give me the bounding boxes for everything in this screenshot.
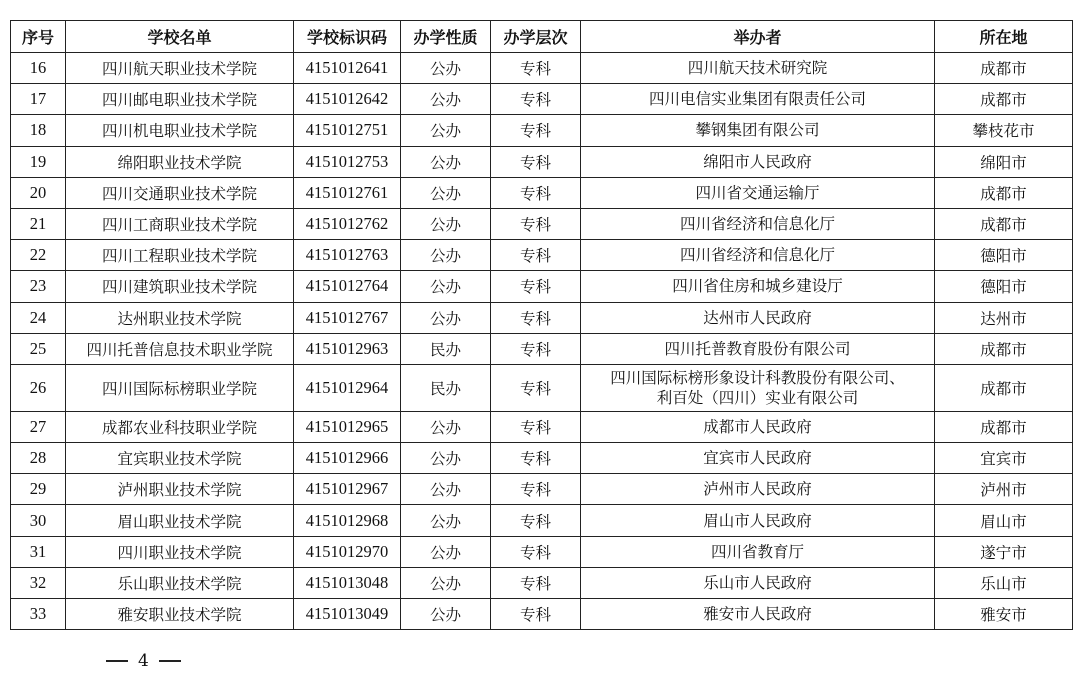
table-row bbox=[11, 536, 1073, 567]
table-body bbox=[11, 53, 1073, 630]
cell-school-code: 4151012963 bbox=[294, 333, 401, 364]
page-footer bbox=[96, 651, 191, 671]
cell-school-code: 4151012968 bbox=[294, 505, 401, 536]
table-row bbox=[11, 302, 1073, 333]
table-row bbox=[11, 443, 1073, 474]
cell-nature: 公办 bbox=[401, 567, 491, 598]
header-index: 序号 bbox=[11, 21, 66, 53]
table-row bbox=[11, 53, 1073, 84]
cell-school-name: 泸州职业技术学院 bbox=[66, 474, 294, 505]
cell-school-name: 绵阳职业技术学院 bbox=[66, 146, 294, 177]
cell-level: 专科 bbox=[491, 567, 581, 598]
cell-school-code: 4151012762 bbox=[294, 208, 401, 239]
cell-sponsor bbox=[581, 536, 935, 567]
cell-level: 专科 bbox=[491, 443, 581, 474]
cell-school-name: 四川托普信息技术职业学院 bbox=[66, 333, 294, 364]
cell-school-code: 4151012753 bbox=[294, 146, 401, 177]
cell-school-name: 四川国际标榜职业学院 bbox=[66, 364, 294, 411]
cell-sponsor bbox=[581, 411, 935, 442]
cell-school-code: 4151012761 bbox=[294, 177, 401, 208]
table-row bbox=[11, 271, 1073, 302]
cell-level: 专科 bbox=[491, 208, 581, 239]
cell-level: 专科 bbox=[491, 146, 581, 177]
cell-school-name: 四川建筑职业技术学院 bbox=[66, 271, 294, 302]
table-row bbox=[11, 240, 1073, 271]
table-row bbox=[11, 599, 1073, 630]
sponsor-line: 四川电信实业集团有限责任公司 bbox=[648, 90, 866, 109]
cell-index: 31 bbox=[11, 536, 66, 567]
cell-location: 成都市 bbox=[935, 208, 1073, 239]
school-list-table bbox=[10, 20, 1073, 630]
cell-index: 23 bbox=[11, 271, 66, 302]
cell-school-code: 4151012641 bbox=[294, 53, 401, 84]
sponsor-line: 四川省经济和信息化厅 bbox=[679, 215, 835, 234]
cell-location: 泸州市 bbox=[935, 474, 1073, 505]
cell-level: 专科 bbox=[491, 536, 581, 567]
table-row bbox=[11, 474, 1073, 505]
table-row bbox=[11, 567, 1073, 598]
cell-level: 专科 bbox=[491, 177, 581, 208]
cell-level: 专科 bbox=[491, 474, 581, 505]
cell-location: 成都市 bbox=[935, 411, 1073, 442]
sponsor-line: 成都市人民政府 bbox=[703, 417, 812, 436]
table-row bbox=[11, 333, 1073, 364]
cell-school-name: 四川工商职业技术学院 bbox=[66, 208, 294, 239]
cell-index: 22 bbox=[11, 240, 66, 271]
cell-sponsor bbox=[581, 53, 935, 84]
header-school-code: 学校标识码 bbox=[294, 21, 401, 53]
cell-school-name: 乐山职业技术学院 bbox=[66, 567, 294, 598]
footer-dash-right bbox=[159, 660, 181, 661]
cell-nature: 公办 bbox=[401, 84, 491, 115]
cell-index: 21 bbox=[11, 208, 66, 239]
sponsor-line: 四川航天技术研究院 bbox=[687, 59, 828, 78]
header-level: 办学层次 bbox=[491, 21, 581, 53]
cell-index: 30 bbox=[11, 505, 66, 536]
cell-index: 18 bbox=[11, 115, 66, 146]
table-row bbox=[11, 84, 1073, 115]
cell-school-name: 雅安职业技术学院 bbox=[66, 599, 294, 630]
cell-level: 专科 bbox=[491, 115, 581, 146]
cell-index: 32 bbox=[11, 567, 66, 598]
cell-nature: 公办 bbox=[401, 411, 491, 442]
cell-school-name: 四川航天职业技术学院 bbox=[66, 53, 294, 84]
cell-nature: 公办 bbox=[401, 443, 491, 474]
cell-location: 乐山市 bbox=[935, 567, 1073, 598]
sponsor-line: 四川省经济和信息化厅 bbox=[679, 246, 835, 265]
cell-school-code: 4151012964 bbox=[294, 364, 401, 411]
cell-location: 成都市 bbox=[935, 84, 1073, 115]
table-row bbox=[11, 146, 1073, 177]
table-row bbox=[11, 115, 1073, 146]
table-row bbox=[11, 364, 1073, 411]
cell-level: 专科 bbox=[491, 271, 581, 302]
cell-location: 成都市 bbox=[935, 177, 1073, 208]
cell-sponsor bbox=[581, 302, 935, 333]
cell-sponsor bbox=[581, 364, 935, 411]
cell-school-code: 4151012642 bbox=[294, 84, 401, 115]
cell-location: 成都市 bbox=[935, 333, 1073, 364]
cell-school-name: 四川机电职业技术学院 bbox=[66, 115, 294, 146]
cell-index: 24 bbox=[11, 302, 66, 333]
cell-nature: 公办 bbox=[401, 271, 491, 302]
cell-location: 攀枝花市 bbox=[935, 115, 1073, 146]
cell-level: 专科 bbox=[491, 411, 581, 442]
cell-index: 19 bbox=[11, 146, 66, 177]
cell-nature: 公办 bbox=[401, 177, 491, 208]
cell-index: 26 bbox=[11, 364, 66, 411]
cell-location: 宜宾市 bbox=[935, 443, 1073, 474]
cell-school-code: 4151012966 bbox=[294, 443, 401, 474]
cell-index: 17 bbox=[11, 84, 66, 115]
header-nature: 办学性质 bbox=[401, 21, 491, 53]
cell-sponsor bbox=[581, 84, 935, 115]
cell-index: 33 bbox=[11, 599, 66, 630]
cell-school-name: 达州职业技术学院 bbox=[66, 302, 294, 333]
cell-level: 专科 bbox=[491, 333, 581, 364]
cell-index: 20 bbox=[11, 177, 66, 208]
cell-nature: 公办 bbox=[401, 115, 491, 146]
cell-school-name: 四川工程职业技术学院 bbox=[66, 240, 294, 271]
cell-school-code: 4151013049 bbox=[294, 599, 401, 630]
cell-nature: 民办 bbox=[401, 333, 491, 364]
cell-location: 成都市 bbox=[935, 53, 1073, 84]
cell-index: 25 bbox=[11, 333, 66, 364]
cell-location: 德阳市 bbox=[935, 240, 1073, 271]
cell-index: 28 bbox=[11, 443, 66, 474]
cell-school-code: 4151012767 bbox=[294, 302, 401, 333]
sponsor-line: 雅安市人民政府 bbox=[703, 605, 812, 624]
cell-sponsor bbox=[581, 271, 935, 302]
cell-nature: 公办 bbox=[401, 240, 491, 271]
cell-nature: 公办 bbox=[401, 505, 491, 536]
cell-sponsor bbox=[581, 599, 935, 630]
cell-level: 专科 bbox=[491, 302, 581, 333]
sponsor-line: 四川国际标榜形象设计科教股份有限公司、 bbox=[610, 368, 905, 387]
cell-nature: 公办 bbox=[401, 536, 491, 567]
cell-school-name: 眉山职业技术学院 bbox=[66, 505, 294, 536]
cell-school-code: 4151013048 bbox=[294, 567, 401, 598]
cell-level: 专科 bbox=[491, 84, 581, 115]
cell-sponsor bbox=[581, 333, 935, 364]
cell-school-code: 4151012970 bbox=[294, 536, 401, 567]
sponsor-line: 眉山市人民政府 bbox=[703, 511, 812, 530]
cell-sponsor bbox=[581, 567, 935, 598]
cell-sponsor bbox=[581, 474, 935, 505]
header-sponsor: 举办者 bbox=[581, 21, 935, 53]
cell-level: 专科 bbox=[491, 53, 581, 84]
table-row bbox=[11, 411, 1073, 442]
cell-school-code: 4151012965 bbox=[294, 411, 401, 442]
cell-location: 德阳市 bbox=[935, 271, 1073, 302]
header-location: 所在地 bbox=[935, 21, 1073, 53]
table-row bbox=[11, 208, 1073, 239]
cell-sponsor bbox=[581, 177, 935, 208]
cell-school-name: 四川职业技术学院 bbox=[66, 536, 294, 567]
sponsor-line: 达州市人民政府 bbox=[703, 308, 812, 327]
cell-level: 专科 bbox=[491, 599, 581, 630]
sponsor-line: 四川省教育厅 bbox=[710, 542, 804, 561]
cell-school-name: 成都农业科技职业学院 bbox=[66, 411, 294, 442]
page-number: 4 bbox=[138, 651, 149, 671]
cell-nature: 公办 bbox=[401, 208, 491, 239]
cell-school-code: 4151012764 bbox=[294, 271, 401, 302]
cell-school-code: 4151012763 bbox=[294, 240, 401, 271]
table-header-row bbox=[11, 21, 1073, 53]
cell-location: 雅安市 bbox=[935, 599, 1073, 630]
cell-nature: 公办 bbox=[401, 302, 491, 333]
cell-school-name: 四川交通职业技术学院 bbox=[66, 177, 294, 208]
cell-nature: 公办 bbox=[401, 599, 491, 630]
cell-index: 16 bbox=[11, 53, 66, 84]
cell-sponsor bbox=[581, 443, 935, 474]
cell-nature: 公办 bbox=[401, 474, 491, 505]
cell-nature: 民办 bbox=[401, 364, 491, 411]
cell-index: 27 bbox=[11, 411, 66, 442]
cell-nature: 公办 bbox=[401, 53, 491, 84]
sponsor-line: 四川省交通运输厅 bbox=[695, 183, 820, 202]
cell-school-code: 4151012751 bbox=[294, 115, 401, 146]
cell-level: 专科 bbox=[491, 505, 581, 536]
cell-sponsor bbox=[581, 146, 935, 177]
cell-school-code: 4151012967 bbox=[294, 474, 401, 505]
header-school-name: 学校名单 bbox=[66, 21, 294, 53]
cell-location: 达州市 bbox=[935, 302, 1073, 333]
cell-level: 专科 bbox=[491, 240, 581, 271]
sponsor-line: 泸州市人民政府 bbox=[703, 480, 812, 499]
table-row bbox=[11, 505, 1073, 536]
sponsor-line: 攀钢集团有限公司 bbox=[695, 121, 820, 140]
cell-school-name: 四川邮电职业技术学院 bbox=[66, 84, 294, 115]
cell-sponsor bbox=[581, 115, 935, 146]
cell-index: 29 bbox=[11, 474, 66, 505]
cell-location: 成都市 bbox=[935, 364, 1073, 411]
sponsor-line: 宜宾市人民政府 bbox=[703, 449, 812, 468]
sponsor-line: 利百处（四川）实业有限公司 bbox=[656, 388, 859, 407]
cell-location: 眉山市 bbox=[935, 505, 1073, 536]
cell-location: 绵阳市 bbox=[935, 146, 1073, 177]
cell-sponsor bbox=[581, 208, 935, 239]
sponsor-line: 四川省住房和城乡建设厅 bbox=[672, 277, 843, 296]
cell-school-name: 宜宾职业技术学院 bbox=[66, 443, 294, 474]
sponsor-line: 绵阳市人民政府 bbox=[703, 152, 812, 171]
table-row bbox=[11, 177, 1073, 208]
sponsor-line: 乐山市人民政府 bbox=[703, 573, 812, 592]
cell-nature: 公办 bbox=[401, 146, 491, 177]
cell-sponsor bbox=[581, 240, 935, 271]
sponsor-line: 四川托普教育股份有限公司 bbox=[664, 339, 851, 358]
cell-location: 遂宁市 bbox=[935, 536, 1073, 567]
footer-dash-left bbox=[106, 660, 128, 661]
cell-sponsor bbox=[581, 505, 935, 536]
cell-level: 专科 bbox=[491, 364, 581, 411]
